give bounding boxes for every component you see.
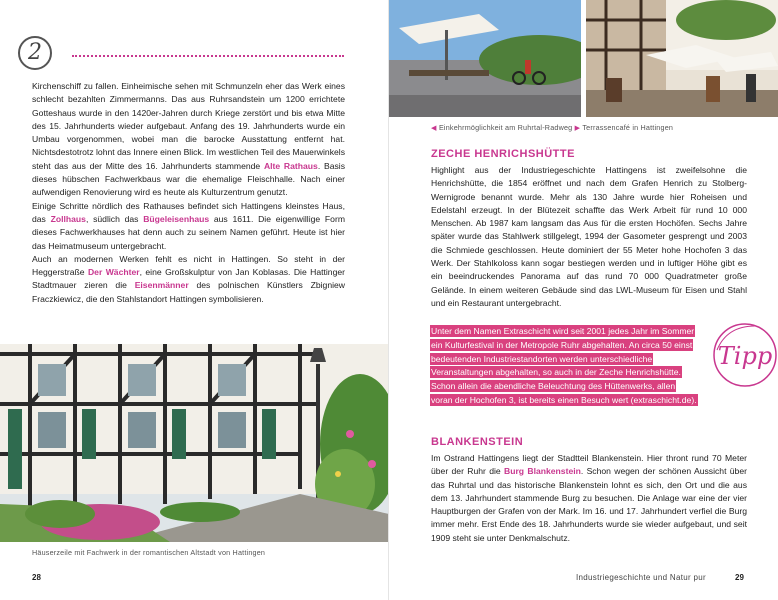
tipp-circle-icon <box>707 320 777 390</box>
highlighted-place-name: Bügeleisenhaus <box>143 213 210 224</box>
highlighted-place-name: Zollhaus <box>50 213 86 224</box>
tipp-badge <box>707 320 777 390</box>
caption-right: Terrassencafé in Hattingen <box>582 123 674 132</box>
text-run: Kirchenschiff zu fallen. Einheimische sehen mit Schmunzeln eher das Werk eines schlecht bezahlten Zimmermanns. Das aus Ruhrsandstein um 1200 errichtete Gotteshaus wurde in den 1420er-Jahren durch Kriege zerstört und bis etwa Mitte des 15. Jahrhunderts wieder aufgebaut. Anfang des 19. Jahrhunderts wurde ein Umbau vorgenommen, wobei man die barocke Ausstattung entfernt hat. Nichtsdestotrotz lohnt das Innere einen Blick. Im westlichen Teil des Mauerwinkels steht das aus der Mitte des 16. Jahrhunderts stammende <box>32 81 345 171</box>
text-run: aus 1611. Die eigenwillige Form dieses Fachwerkhauses hat denn auch zu seinem Namen geführt. Heute ist hier das Heimatmuseum untergebracht. <box>32 213 345 251</box>
text-run: des polnischen Künstlers Zbigniew Fraczkiewicz, die den Stahlstandort Hattingen symbolisieren. <box>32 280 345 304</box>
highlighted-place-name: Burg Blankenstein <box>504 466 581 477</box>
caption-left: Einkehrmöglichkeit am Ruhrtal-Radweg <box>438 123 573 132</box>
text-run: . Basis dieses hübschen Fachwerkbaus war die ehemalige Fleischhalle. Nach einer aufwendigen Renovierung wird es heute als Kulturzentrum genutzt. <box>32 160 345 198</box>
caret-left-icon: ◀ <box>431 123 437 132</box>
text-run: , südlich das <box>85 213 144 224</box>
photo-terrace-cafe <box>586 0 778 117</box>
text-run: Auch an modernen Werken fehlt es nicht in Hattingen. So steht in der Heggerstraße <box>32 253 345 278</box>
footer-chapter-title: Industriegeschichte und Natur pur <box>576 573 706 582</box>
photo-cyclist-cafe <box>389 0 581 117</box>
tipp-text: Unter dem Namen Extraschicht wird seit 2001 jedes Jahr im Sommer ein Kulturfestival in der Metropole Ruhr abgehalten. An circa 50 einst bedeutenden Industriestandorten werden unterschiedliche Veranstaltungen abgehalten, so auch in der Zeche Henrichshütte. Schon allein die abendliche Beleuchtung des Hüttenwerks, allen voran der Hochofen 3, ist bereits einen Besuch wert (extraschicht.de). <box>431 326 697 405</box>
tipp-label: Tipp <box>717 342 773 370</box>
right-page <box>389 0 778 600</box>
photo-caption: Häuserzeile mit Fachwerk in der romantischen Altstadt von Hattingen <box>32 548 266 557</box>
caret-right-icon: ▶ <box>574 123 581 132</box>
section-text-henrichshuette: Highlight aus der Industriegeschichte Hattingens ist zweifelsohne die Henrichshütte, die 1854 eröffnet und nach dem Grafen Henrich zu Stolberg-Wernigrode benannt wurde. Mehr als 130 Jahre wurde hier Roheisen und Edelstahl erzeugt. In der Blütezeit schaffte das Werk Arbeit für rund 10 000 Menschen. Ab 1987 kam langsam das Aus für die ersten Hochöfen. Sechs Jahre später wurde das Stahlwerk stillgelegt, 1994 der Gasometer gesprengt und 2003 die Schmiede geschlossen. Heute dominiert der 55 Meter hohe Hochofen 3 das Werk. Der Stahlkoloss kann sogar bestiegen werden und in luftiger Höhe gibt es ein beeindruckendes Panorama auf das rund 70 000 Quadratmeter große Gelände. In einem weiteren Gebäude sind das LWL-Museum für Eisen und Stahl und ein Restaurant untergebracht. <box>431 165 747 308</box>
section-text-blankenstein <box>431 452 747 545</box>
photo-half-timbered-houses <box>0 344 389 542</box>
text-run: Im Ostrand Hattingens liegt der Stadtteil Blankenstein. Hier thront rund 70 Meter über der Ruhr die <box>431 453 747 477</box>
paragraph <box>32 80 345 200</box>
page-number: 29 <box>735 573 744 582</box>
dotted-divider <box>72 55 344 57</box>
paragraph <box>32 200 345 253</box>
highlighted-place-name: Alte Rathaus <box>263 160 318 171</box>
text-run: Einige Schritte nördlich des Rathauses befindet sich Hattingens kleinstes Haus, das <box>32 200 345 224</box>
text-run: , eine Großskulptur von Jan Koblasas. Die Hattinger Stadtmauer zieren die <box>32 267 345 291</box>
text-run: . Schon wegen der schönen Aussicht über das Ruhrtal und das historische Blankenstein lohnt es sich, den Ort und die aus dem 13. Jahrhundert stammende Burg zu besuchen. Die Anlage war eine der vier Hauptburgen der Grafen von der Mark. Im 16. und 17. Jahrhundert verfiel die Burg immer mehr. Erst Ende des 18. Jahrhunderts wurde sie wieder aufgebaut, und seit 1909 steht sie unter Denkmalschutz. <box>431 466 747 543</box>
chapter-number-badge: 2 <box>18 36 52 70</box>
photo-captions <box>431 123 673 132</box>
highlighted-place-name: Der Wächter <box>87 267 140 278</box>
section-heading-blankenstein: BLANKENSTEIN <box>431 436 524 448</box>
highlighted-place-name: Eisenmänner <box>134 280 189 291</box>
tipp-box <box>430 325 698 408</box>
page-number: 28 <box>32 573 41 582</box>
left-body-text <box>32 80 345 306</box>
paragraph <box>32 253 345 306</box>
section-heading-henrichshuette: ZECHE HENRICHSHÜTTE <box>431 148 575 160</box>
